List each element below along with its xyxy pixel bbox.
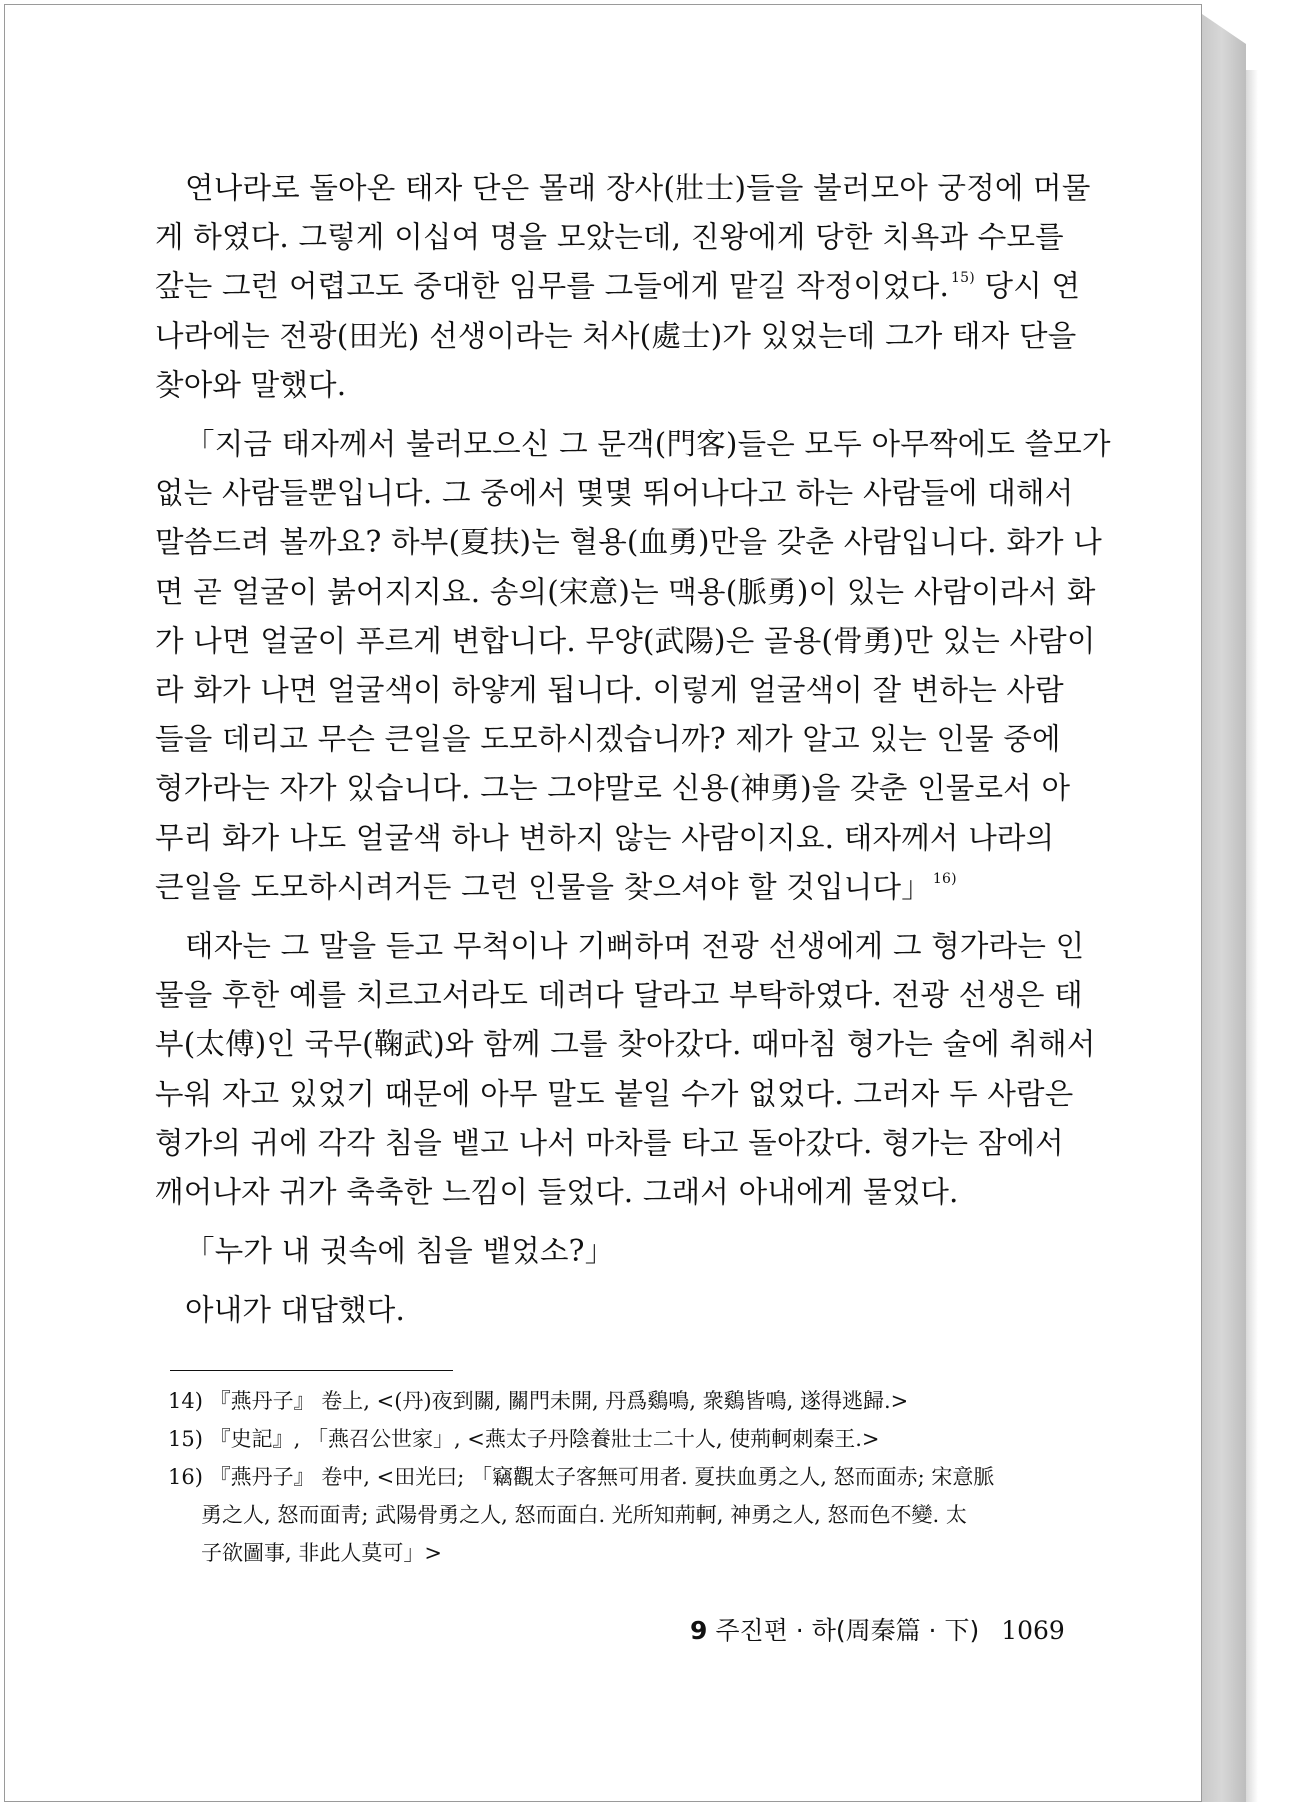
text-line: 들을 데리고 무슨 큰일을 도모하시겠습니까? 제가 알고 있는 인물 중에 [155, 722, 1061, 757]
text-line: 누워 자고 있었기 때문에 아무 말도 붙일 수가 없었다. 그러자 두 사람은 [155, 1076, 1074, 1111]
text-line [155, 863, 1045, 912]
body-text [155, 164, 1111, 1336]
text-line: 라 화가 나면 얼굴색이 하얗게 됩니다. 이렇게 얼굴색이 잘 변하는 사람 [155, 673, 1064, 708]
text-line: 면 곧 얼굴이 붉어지지요. 송의(宋意)는 맥용(脈勇)이 있는 사람이라서 화 [155, 574, 1096, 609]
text-line: 없는 사람들뿐입니다. 그 중에서 몇몇 뛰어나다고 하는 사람들에 대해서 [155, 476, 1074, 511]
footnotes [168, 1382, 1058, 1572]
text-line: 「누가 내 귓속에 침을 뱉었소?」 [185, 1234, 615, 1269]
text-fragment: 갚는 그런 어렵고도 중대한 임무를 그들에게 맡길 작정이었다. [155, 269, 950, 304]
text-line: 형가라는 자가 있습니다. 그는 그야말로 신용(神勇)을 갖춘 인물로서 아 [155, 771, 1071, 806]
text-line: 무리 화가 나도 얼굴색 하나 변하지 않는 사람이지요. 태자께서 나라의 [155, 820, 1055, 855]
text-line: 연나라로 돌아온 태자 단은 몰래 장사(壯士)들을 불러모아 궁정에 머물 [185, 171, 1091, 205]
text-line: 가 나면 얼굴이 푸르게 변합니다. 무양(武陽)은 골용(骨勇)만 있는 사람이 [155, 623, 1096, 658]
running-footer [690, 1614, 1065, 1648]
paragraph-3 [155, 922, 1096, 1217]
text-line: 깨어나자 귀가 축축한 느낌이 들었다. 그래서 아내에게 물었다. [155, 1175, 959, 1210]
section-title: 주진편 · 하(周秦篇 · 下) [715, 1616, 980, 1645]
text-fragment: 큰일을 도모하시려거든 그런 인물을 찾으셔야 할 것입니다」 [155, 869, 931, 904]
text-line: 아내가 대답했다. [185, 1293, 406, 1328]
footnote-ref-15: 15) [951, 270, 975, 287]
text-line: 부(太傅)인 국무(鞠武)와 함께 그를 찾아갔다. 때마침 형가는 술에 취해서 [155, 1027, 1096, 1062]
paragraph-5 [155, 1286, 1045, 1335]
footnote-rule [170, 1370, 453, 1371]
paragraph-4 [155, 1227, 1045, 1276]
footnote-15: 15) 『史記』, 「燕召公世家」, <燕太子丹陰養壯士二十人, 使荊軻刺秦王.> [168, 1427, 880, 1451]
text-line: 찾아와 말했다. [155, 367, 347, 402]
chapter-number: 9 [690, 1616, 708, 1645]
text-line: 물을 후한 예를 치르고서라도 데려다 달라고 부탁하였다. 전광 선생은 태 [155, 978, 1083, 1013]
text-line: 「지금 태자께서 불러모으신 그 문객(門客)들은 모두 아무짝에도 쓸모가 [185, 427, 1111, 462]
footnote-16-continued: 勇之人, 怒而面靑; 武陽骨勇之人, 怒而面白. 光所知荊軻, 神勇之人, 怒而色不變. 太 [201, 1503, 967, 1527]
paragraph-2 [155, 420, 1111, 912]
text-line: 말씀드려 볼까요? 하부(夏扶)는 혈용(血勇)만을 갖춘 사람입니다. 화가 나 [155, 525, 1102, 560]
text-fragment: 당시 연 [984, 269, 1081, 304]
footnote-ref-16: 16) [932, 870, 957, 887]
footnote-16: 16) 『燕丹子』 卷中, <田光曰; 「竊觀太子客無可用者. 夏扶血勇之人, 怒而面赤; 宋意脈 [168, 1465, 995, 1489]
text-line [155, 262, 1081, 311]
page-edge-shadow [1246, 70, 1258, 1802]
text-line: 형가의 귀에 각각 침을 뱉고 나서 마차를 타고 돌아갔다. 형가는 잠에서 [155, 1125, 1064, 1160]
footnote-14: 14) 『燕丹子』 卷上, <(丹)夜到關, 關門未開, 丹爲鷄鳴, 衆鷄皆鳴, 遂得逃歸.> [168, 1389, 909, 1413]
page-number: 1069 [1001, 1616, 1065, 1645]
text-line: 나라에는 전광(田光) 선생이라는 처사(處士)가 있었는데 그가 태자 단을 [155, 318, 1077, 353]
page-edge [1202, 14, 1246, 1802]
paragraph-1 [155, 164, 1091, 410]
footnote-16-continued: 子欲圖事, 非此人莫可」> [201, 1541, 442, 1565]
text-line: 태자는 그 말을 듣고 무척이나 기뻐하며 전광 선생에게 그 형가라는 인 [185, 929, 1085, 964]
text-line: 게 하였다. 그렇게 이십여 명을 모았는데, 진왕에게 당한 치욕과 수모를 [155, 220, 1064, 255]
